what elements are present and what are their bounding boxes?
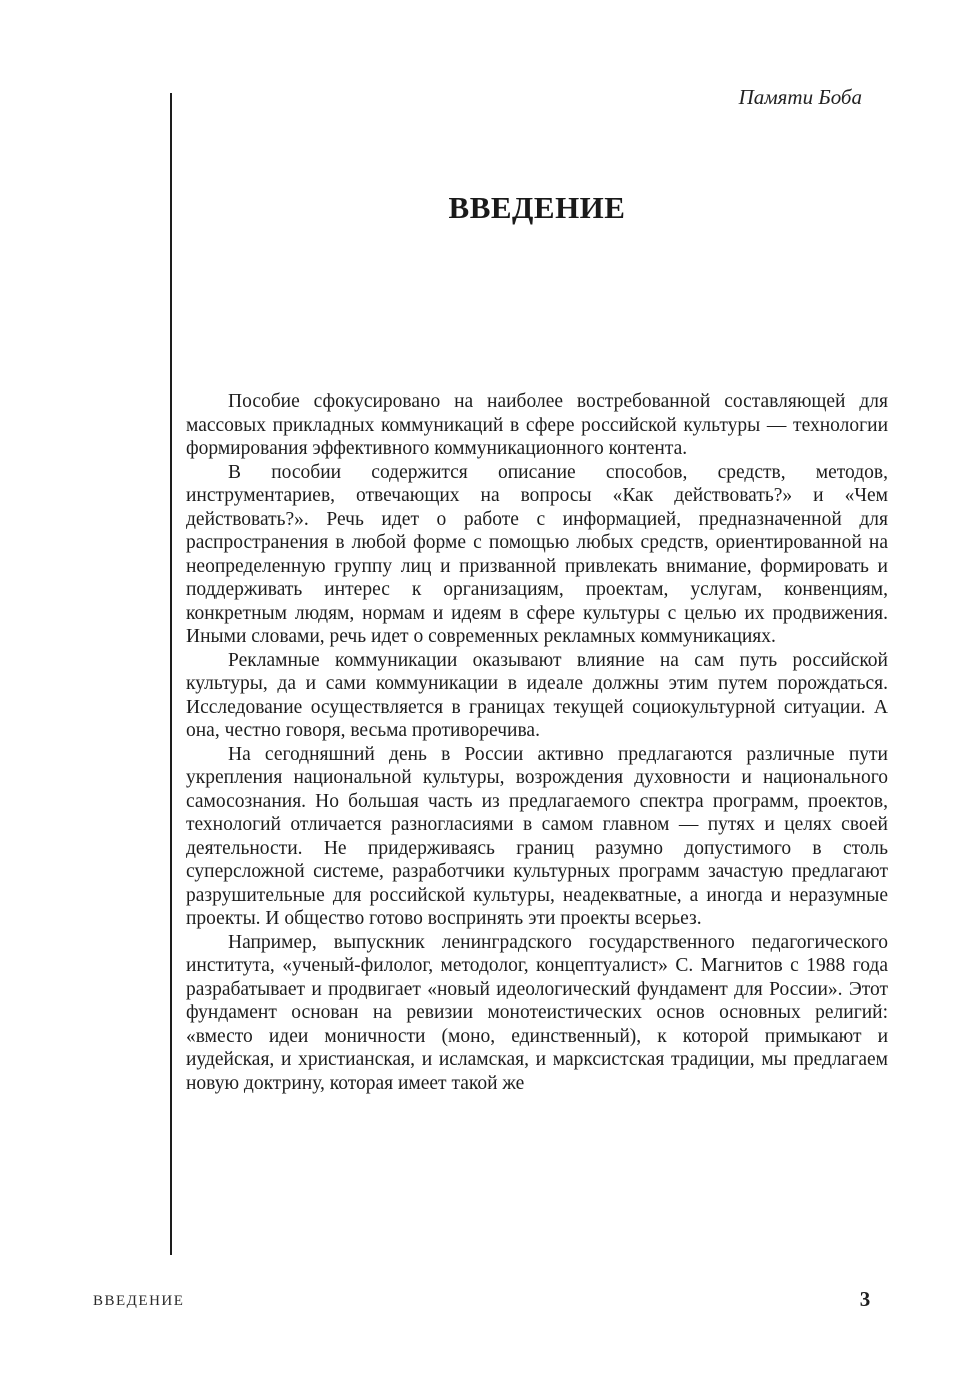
- body-text: [186, 390, 888, 1095]
- paragraph-5: Например, выпускник ленинградского государственного педагогического института, «ученый-филолог, методолог, концептуалист» С. Магнитов с 1988 года разрабатывает и продвигает «новый идеологический фундамент для России». Этот фундамент основан на ревизии монотеистических основ основных религий: «вместо идеи моничности (моно, единственный), к которой примыкают и иудейская, и христианская, и исламская, и марксистская традиции, мы предлагаем новую доктрину, которая имеет такой же: [186, 931, 888, 1094]
- paragraph-2: В пособии содержится описание способов, средств, методов, инструментариев, отвечающих на вопросы «Как действовать?» и «Чем действовать?». Речь идет о работе с информацией, предназначенной для распространения в любой форме с помощью любых средств, ориентированной на неопределенную группу лиц и призванной привлекать внимание, формировать и поддерживать интерес к организациям, проектам, услугам, конвенциям, конкретным людям, нормам и идеям в сфере культуры с целью их продвижения. Иными словами, речь идет о современных рекламных коммуникациях.: [186, 461, 888, 647]
- paragraph-1: Пособие сфокусировано на наиболее востребованной составляющей для массовых прикладных коммуникаций в сфере российской культуры — технологии формирования эффективного коммуникационного контента.: [186, 391, 888, 459]
- left-margin-rule: [170, 93, 172, 1255]
- footer-running-title: ВВЕДЕНИЕ: [93, 1293, 185, 1309]
- chapter-title: ВВЕДЕНИЕ: [448, 190, 626, 225]
- epigraph: Памяти Боба: [738, 85, 862, 109]
- paragraph-3: Рекламные коммуникации оказывают влияние на сам путь российской культуры, да и сами коммуникации в идеале должны этим путем порождаться. Исследование осуществляется в границах текущей социокультурной ситуации. А она, честно говоря, весьма противоречива.: [186, 649, 888, 741]
- paragraph-4: На сегодняшний день в России активно предлагаются различные пути укрепления национальной культуры, возрождения духовности и национального самосознания. Но большая часть из предлагаемого спектра программ, проектов, технологий отличается разногласиями в самом главном — путях и целях своей деятельности. Не придерживаясь границ разумно допустимого в столь суперсложной системе, разработчики культурных программ зачастую предлагают разрушительные для российской культуры, неадекватные, а иногда и неразумные проекты. И общество готово воспринять эти проекты всерьез.: [186, 743, 888, 929]
- page-number: 3: [859, 1287, 871, 1311]
